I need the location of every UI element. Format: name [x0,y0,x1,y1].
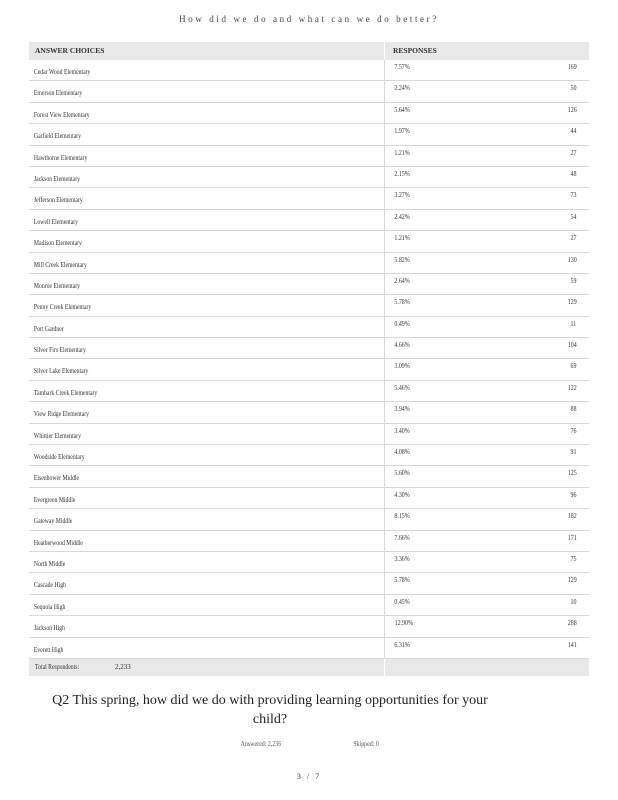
response-cell [384,445,589,465]
table-row [29,295,589,316]
response-count: 126 [567,105,577,114]
response-count: 182 [567,512,577,521]
response-percent: 3.40% [394,426,410,435]
response-count: 169 [567,63,577,71]
response-percent: 4.30% [394,490,410,499]
response-percent: 6.31% [394,640,410,649]
page-number: 3 / 7 [296,772,322,781]
response-percent: 0.45% [394,597,410,606]
response-percent: 4.08% [394,448,410,457]
table-row [29,359,589,380]
answer-choice: Mill Creek Elementary [33,260,87,269]
table-row [29,210,589,231]
response-percent: 5.46% [394,383,410,392]
answer-choice: Lowell Elementary [33,217,79,226]
answer-choice: Hawthorne Elementary [33,153,88,162]
table-row [29,60,589,81]
response-count: 69 [570,362,577,371]
table-body [29,60,589,659]
table-row [29,167,589,188]
response-cell [384,381,589,401]
table-row [29,638,589,659]
response-count: 88 [570,405,577,414]
total-label: Total Respondents: [35,662,80,671]
response-cell [384,231,589,251]
response-count: 130 [567,255,577,264]
answer-choice: Whittier Elementary [33,431,81,440]
response-count: 48 [570,169,577,178]
response-cell [384,573,589,593]
response-cell [384,509,589,529]
table-row [29,188,589,209]
response-cell [384,103,589,123]
response-count: 122 [567,383,577,392]
table-row [29,253,589,274]
table-row [29,317,589,338]
answer-choice: Evergreen Middle [33,495,76,504]
answer-choice: Woodside Elementary [33,453,85,462]
response-count: 27 [570,148,577,157]
answer-choice: Eisenhower Middle [33,474,80,483]
response-count: 27 [570,234,577,243]
table-row [29,146,589,167]
response-percent: 0.49% [394,319,410,328]
table-row [29,552,589,573]
skipped-count: Skipped: 0 [352,740,379,748]
answer-choice: Gateway Middle [33,517,73,526]
response-cell [384,338,589,358]
answer-choice: Madison Elementary [33,239,82,248]
response-count: 50 [570,84,577,93]
response-count: 73 [570,191,577,200]
response-percent: 7.57% [394,63,410,71]
table-row [29,616,589,637]
response-percent: 3.09% [394,362,410,371]
answer-choice: Silver Lake Elementary [33,367,89,376]
response-percent: 5.78% [394,298,410,307]
response-count: 96 [570,490,577,499]
response-count: 59 [570,276,577,285]
response-count: 129 [567,576,577,585]
answer-choice: Cascade High [33,581,66,590]
response-count: 288 [567,619,577,628]
response-cell [384,466,589,486]
response-percent: 12.90% [394,619,413,628]
response-percent: 2.42% [394,212,410,221]
total-value: 2,233 [115,662,131,671]
response-cell [384,402,589,422]
answer-choice: Garfield Elementary [33,132,81,141]
answer-choice: Everett High [33,645,64,654]
table-row [29,402,589,423]
response-count: 129 [567,298,577,307]
response-count: 141 [567,640,577,649]
table-row [29,573,589,594]
response-count: 54 [570,212,577,221]
response-percent: 1.97% [394,127,410,136]
table-row [29,274,589,295]
response-cell [384,253,589,273]
response-cell [384,616,589,636]
response-percent: 5.78% [394,576,410,585]
answer-choice: Heatherwood Middle [33,538,83,547]
answer-choice: Silver Firs Elementary [33,346,86,355]
response-cell [384,359,589,379]
table-row [29,531,589,552]
response-percent: 1.21% [394,234,410,243]
response-cell [384,638,589,658]
response-cell [384,552,589,572]
response-percent: 3.94% [394,405,410,414]
response-percent: 3.27% [394,191,410,200]
answer-choice: North Middle [33,559,66,568]
response-percent: 8.15% [394,512,410,521]
response-cell [384,317,589,337]
response-cell [384,424,589,444]
response-count: 44 [570,127,577,136]
response-cell [384,531,589,551]
response-percent: 1.21% [394,148,410,157]
answer-choices-header: ANSWER CHOICES [35,46,105,55]
response-cell [384,210,589,230]
table-row [29,124,589,145]
response-count: 91 [570,448,577,457]
response-percent: 7.66% [394,533,410,542]
table-row [29,509,589,530]
response-cell [384,167,589,187]
response-count: 11 [570,319,577,328]
response-count: 10 [570,597,577,606]
response-percent: 3.36% [394,554,410,563]
responses-header: RESPONSES [384,42,589,60]
response-percent: 2.15% [394,169,410,178]
question-meta [0,740,618,748]
total-row [29,659,589,676]
table-row [29,338,589,359]
response-count: 171 [567,533,577,542]
answer-choice: Forest View Elementary [33,110,90,119]
responses-table [29,42,589,676]
table-row [29,424,589,445]
table-row [29,81,589,102]
question-title: Q2 This spring, how did we do with providing learning opportunities for your child? [52,693,488,727]
table-row [29,445,589,466]
table-row [29,103,589,124]
answer-choice: Jefferson Elementary [33,196,83,205]
response-count: 125 [567,469,577,478]
response-percent: 2.24% [394,84,410,93]
response-cell [384,595,589,615]
answer-choice: Jackson High [33,624,66,633]
response-cell [384,146,589,166]
answered-count: Answered: 2,236 [240,740,282,748]
response-count: 76 [570,426,577,435]
answer-choice: View Ridge Elementary [33,410,90,419]
response-count: 75 [570,554,577,563]
answer-choice: Penny Creek Elementary [33,303,92,312]
response-cell [384,188,589,208]
table-row [29,595,589,616]
answer-choice: Sequoia High [33,602,66,611]
response-percent: 5.82% [394,255,410,264]
answer-choice: Monroe Elementary [33,281,80,290]
response-cell [384,488,589,508]
response-percent: 2.64% [394,276,410,285]
answer-choice: Emerson Elementary [33,89,83,98]
response-percent: 4.66% [394,341,410,350]
response-cell [384,81,589,101]
page-header: How did we do and what can we do better? [179,14,439,24]
answer-choice: Jackson Elementary [33,174,80,183]
table-header [29,42,589,60]
response-cell [384,295,589,315]
table-row [29,488,589,509]
response-count: 104 [567,341,577,350]
response-percent: 5.60% [394,469,410,478]
table-row [29,231,589,252]
table-row [29,381,589,402]
answer-choice: Cedar Wood Elementary [33,68,91,76]
response-cell [384,274,589,294]
answer-choice: Port Gardner [33,324,64,333]
table-row [29,466,589,487]
answer-choice: Tambark Creek Elementary [33,388,98,397]
response-cell [384,60,589,80]
response-cell [384,124,589,144]
response-percent: 5.64% [394,105,410,114]
